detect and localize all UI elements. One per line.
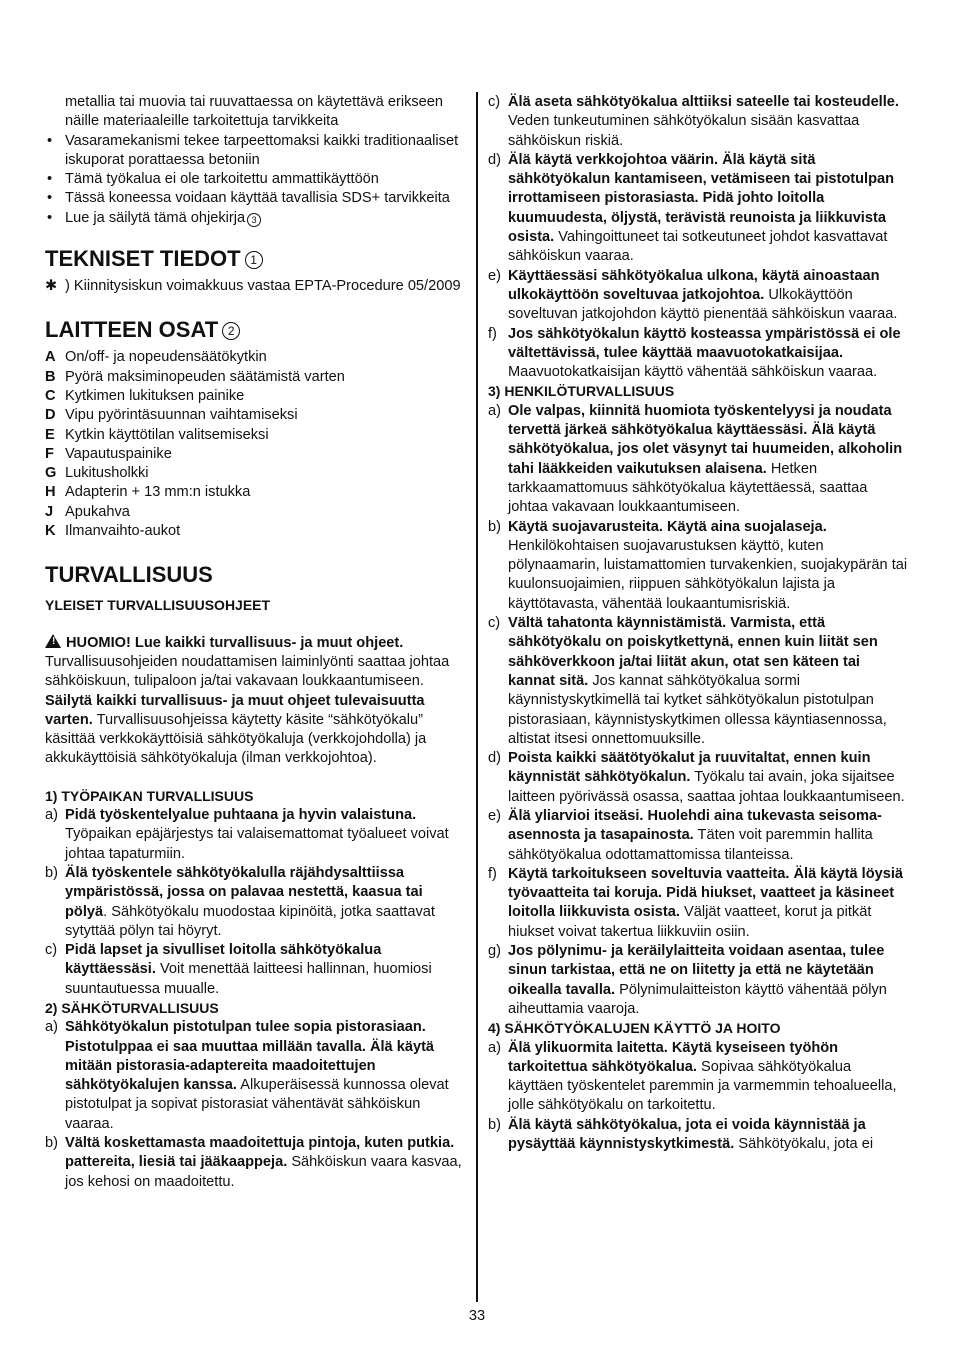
list-item: • Lue ja säilytä tämä ohjekirja 3 bbox=[45, 209, 465, 228]
page-number: 33 bbox=[468, 1308, 486, 1324]
parts-list bbox=[45, 348, 465, 541]
list-item: b) Vältä koskettamasta maadoitettuja pintoja, kuten putkia. pattereita, liesiä tai jääkaappeja. Sähköiskun vaara kasvaa, jos kehosi on maadoitettu. bbox=[45, 1135, 462, 1190]
general-safety-heading: YLEISET TURVALLISUUSOHJEET bbox=[45, 597, 271, 614]
parts-heading: LAITTEEN OSAT 2 bbox=[45, 317, 465, 343]
list-item: G Lukitusholkki bbox=[45, 465, 149, 482]
intro-continuation: metallia tai muovia tai ruuvattaessa on käytettävä erikseen näille materiaaleille tarkoitettuja tarvikkeita bbox=[65, 94, 444, 130]
list-item: f) Käytä tarkoitukseen soveltuvia vaatteita. Älä käytä löysiä työvaatteita tai koruja. Pidä hiukset, vaatteet ja käsineet loitolla liikkuvista osista. Väljät vaatteet, korut ja pitkät hiukset voivat takertua liikkuviin osiin. bbox=[488, 865, 904, 940]
safety-heading: TURVALLISUUS bbox=[45, 562, 213, 588]
list-item: • Tämä työkalua ei ole tarkoitettu ammattikäyttöön bbox=[47, 171, 379, 188]
list-item: E Kytkin käyttötilan valitsemiseksi bbox=[45, 426, 269, 443]
list-item: e) Älä yliarvioi itseäsi. Huolehdi aina tukevasta seisoma-asennosta ja tasapainosta. Täten voit paremmin hallita sähkötyökalua odottamattomissa tilanteissa. bbox=[488, 807, 882, 863]
figure-ref: 3 bbox=[247, 213, 261, 227]
tech-note: ✱ ) Kiinnitysiskun voimakkuus vastaa EPTA-Procedure 05/2009 bbox=[45, 277, 465, 296]
figure-ref: 1 bbox=[245, 251, 263, 269]
column-divider bbox=[476, 92, 478, 1302]
list-item: e) Käyttäessäsi sähkötyökalua ulkona, käytä ainoastaan ulkokäyttöön soveltuvaa jatkojohtoa. Ulkokäyttöön soveltuvan jatkojohdon käyttö pienentää sähköiskun vaaraa. bbox=[488, 267, 898, 323]
left-column bbox=[45, 93, 465, 1192]
work-area-heading: 1) TYÖPAIKAN TURVALLISUUS bbox=[45, 787, 254, 804]
right-column bbox=[488, 93, 908, 1154]
list-item: D Vipu pyörintäsuunnan vaihtamiseksi bbox=[45, 407, 298, 424]
list-item: c) Pidä lapset ja sivulliset loitolla sähkötyökalua käyttäessäsi. Voit menettää laitteesi hallinnan, huomiosi suuntautuessa muualle. bbox=[45, 942, 432, 997]
warning-paragraph: ! HUOMIO! Lue kaikki turvallisuus- ja muut ohjeet. Turvallisuusohjeiden noudattamisen laiminlyönti saattaa johtaa sähköiskuun, tulipaloon ja/tai vakavaan loukkaantumiseen. Säilytä kaikki turvallisuus- ja muut ohjeet tulevaisuutta varten. Turvallisuusohjeissa käytetty käsite “sähkötyökalu” käsittää verkkokäyttöisiä sähkötyökaluja (verkkojohdolla) ja akkukäyttöisiä sähkötyökaluja (ilman verkkojohtoa). bbox=[45, 634, 450, 767]
list-item: d) Älä käytä verkkojohtoa väärin. Älä käytä sitä sähkötyökalun kantamiseen, vetämiseen tai pistotulpan irrottamiseen pistorasiasta. Pidä johto loitolla kuumuudesta, öljystä, terävistä reunoista ja liikkuvista osista. Vahingoittuneet tai sotkeutuneet johdot kasvattavat sähköiskun vaaraa. bbox=[488, 151, 895, 265]
list-item: d) Poista kaikki säätötyökalut ja ruuvitaltat, ennen kuin käynnistät sähkötyökalun. Työkalu tai avain, joka sijaitsee laitteen pyörivässä osassa, saattaa johtaa loukkaantumiseen. bbox=[488, 750, 905, 805]
tool-use-heading: 4) SÄHKÖTYÖKALUJEN KÄYTTÖ JA HOITO bbox=[488, 1020, 781, 1037]
list-item: f) Jos sähkötyökalun käyttö kosteassa ympäristössä ei ole vältettävissä, tulee käyttää maavuotokatkaisijaa. Maavuotokatkaisijan käyttö vähentää sähköiskun vaaraa. bbox=[488, 325, 901, 381]
list-item: a) Pidä työskentelyalue puhtaana ja hyvin valaistuna. Työpaikan epäjärjestys tai valaisemattomat työalueet voivat johtaa tapaturmiin. bbox=[45, 807, 449, 862]
feature-bullet-list bbox=[45, 132, 465, 228]
figure-ref: 2 bbox=[222, 322, 240, 340]
list-item: C Kytkimen lukituksen painike bbox=[45, 387, 245, 404]
list-item: c) Vältä tahatonta käynnistämistä. Varmista, että sähkötyökalu on poiskytkettynä, ennen kuin liität sen sähköverkkoon ja/tai liität akun, otat sen käteen tai kannat sitä. Jos kannat sähkötyökalua sormi käynnistyskytkimellä tai kytket sähkötyökalun pistotulpan pistorasiaan, käynnistyskytkimen ollessa käyntiasennossa, altistat itsesi onnettomuuksille. bbox=[488, 615, 887, 747]
asterisk-icon: ✱ bbox=[45, 278, 58, 295]
list-item: A On/off- ja nopeudensäätökytkin bbox=[45, 349, 267, 366]
list-item: K Ilmanvaihto-aukot bbox=[45, 523, 181, 540]
list-item: F Vapautuspainike bbox=[45, 445, 172, 462]
list-item: a) Sähkötyökalun pistotulpan tulee sopia pistorasiaan. Pistotulppaa ei saa muuttaa millään tavalla. Älä käytä mitään pistorasia-adaptereita maadoitettujen sähkötyökalujen kanssa. Alkuperäisessä kunnossa olevat pistotulpat ja sopivat pistorasiat vähentävät sähköiskun vaaraa. bbox=[45, 1019, 449, 1132]
list-item: b) Käytä suojavarusteita. Käytä aina suojalaseja. Henkilökohtaisen suojavarustuksen käyttö, kuten pölynaamarin, luistamattomien turvakenkien, suojakypärän tai kuulonsuojaimien, riippuen sähkötyökalun lajista ja käyttötavasta, vähentää loukaantumisriskiä. bbox=[488, 518, 908, 612]
list-item: J Apukahva bbox=[45, 503, 130, 520]
list-item: • Tässä koneessa voidaan käyttää tavallisia SDS+ tarvikkeita bbox=[47, 190, 450, 207]
electrical-safety-heading: 2) SÄHKÖTURVALLISUUS bbox=[45, 999, 219, 1016]
warning-icon: ! bbox=[45, 634, 61, 648]
list-item: B Pyörä maksiminopeuden säätämistä varten bbox=[45, 368, 345, 385]
list-item: c) Älä aseta sähkötyökalua alttiiksi sateelle tai kosteudelle. Veden tunkeutuminen sähkötyökalun sisään kasvattaa sähköiskun riskiä. bbox=[488, 94, 899, 149]
personal-safety-heading: 3) HENKILÖTURVALLISUUS bbox=[488, 383, 675, 400]
list-item: b) Älä työskentele sähkötyökalulla räjähdysalttiissa ympäristössä, jossa on palavaa nestettä, kaasua tai pölyä. Sähkötyökalu muodostaa kipinöitä, jotka saattavat sytyttää pölyn tai höyryt. bbox=[45, 864, 435, 939]
tech-specs-heading: TEKNISET TIEDOT 1 bbox=[45, 246, 465, 272]
list-item: a) Älä ylikuormita laitetta. Käytä kyseiseen työhön tarkoitettua sähkötyökalua. Sopivaa sähkötyökalua käyttäen työskentelet paremmin ja varmemmin tehoalueella, jolle sähkötyökalu on tarkoitettu. bbox=[488, 1039, 897, 1114]
list-item: H Adapterin + 13 mm:n istukka bbox=[45, 484, 251, 501]
list-item: b) Älä käytä sähkötyökalua, jota ei voida käynnistää ja pysäyttää käynnistyskytkimestä. Sähkötyökalu, jota ei bbox=[488, 1116, 874, 1153]
list-item: a) Ole valpas, kiinnitä huomiota työskentelyysi ja noudata tervettä järkeä sähkötyökalua käyttäessäsi. Älä käytä sähkötyökalua, jos olet väsynyt tai huumeiden, alkoholin tahi lääkkeiden vaikutuksen alaisena. Hetken tarkkaamattomuus sähkötyökalua käytettäessä, saattaa johtaa vakavaan loukkaantumiseen. bbox=[488, 402, 903, 516]
list-item: • Vasaramekanismi tekee tarpeettomaksi kaikki traditionaaliset iskuporat porattaessa betoniin bbox=[47, 132, 459, 168]
list-item: g) Jos pölynimu- ja keräilylaitteita voidaan asentaa, tulee sinun tarkistaa, että ne on liitetty ja että ne käytetään oikealla tavalla. Pölynimulaitteiston käyttö vähentää pölyn aiheuttamia vaaroja. bbox=[488, 943, 887, 1017]
